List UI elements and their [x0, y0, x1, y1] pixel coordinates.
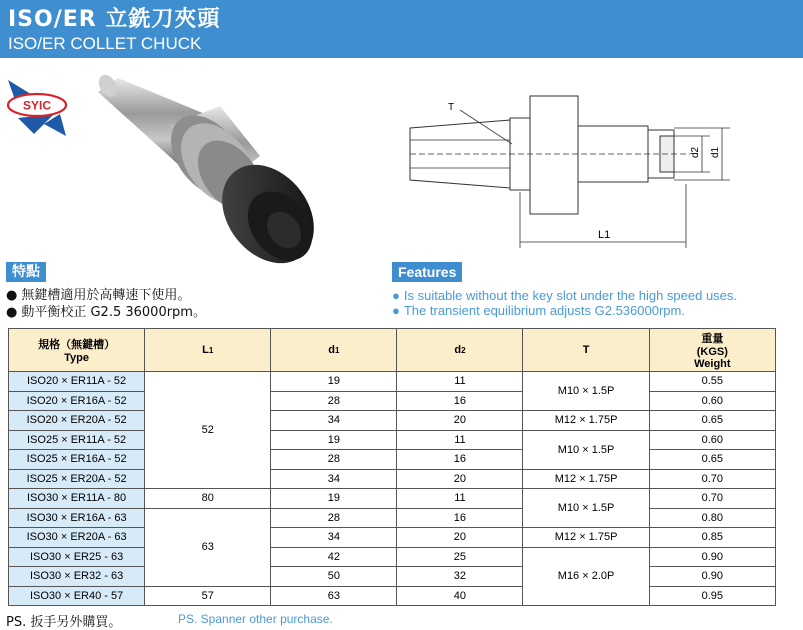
- header-d1: d1: [271, 329, 397, 372]
- table-header-row: [9, 329, 776, 372]
- table-row: ISO30 × ER11A - 80 80 19 11 M10 × 1.5P 0.70: [9, 489, 776, 509]
- spec-table: [8, 328, 776, 606]
- table-row: ISO20 × ER11A - 52 52 19 11 M10 × 1.5P 0.55: [9, 372, 776, 392]
- features-zh-tag: 特點: [6, 262, 46, 282]
- feature-zh-item: ● 動平衡校正 G2.5 36000rpm。: [6, 305, 206, 320]
- footer-note-en: PS. Spanner other purchase.: [178, 612, 333, 626]
- table-row: ISO25 × ER20A - 52 34 20 M12 × 1.75P 0.70: [9, 469, 776, 489]
- header-type: 規格（無鍵槽） Type: [9, 329, 145, 372]
- logo-text: SYIC: [22, 98, 52, 113]
- table-row: ISO20 × ER16A - 52 28 16 0.60: [9, 391, 776, 411]
- table-row: ISO30 × ER32 - 63 50 32 0.90: [9, 567, 776, 587]
- table-row: ISO30 × ER40 - 57 57 63 40 0.95: [9, 586, 776, 606]
- table-row: ISO25 × ER11A - 52 19 11 M10 × 1.5P 0.60: [9, 430, 776, 450]
- company-logo: [4, 74, 70, 140]
- page-title: ISO/ER 立銑刀夾頭: [8, 7, 221, 32]
- header-t: T: [523, 329, 649, 372]
- table-row: ISO30 × ER25 - 63 42 25 M16 × 2.0P 0.90: [9, 547, 776, 567]
- feature-zh-item: ● 無鍵槽適用於高轉速下使用。: [6, 288, 191, 303]
- technical-drawing: [400, 88, 740, 258]
- table-row: ISO30 × ER16A - 63 63 28 16 0.80: [9, 508, 776, 528]
- table-row: ISO20 × ER20A - 52 34 20 M12 × 1.75P 0.65: [9, 411, 776, 431]
- footer-note-zh: PS. 扳手另外購買。: [6, 615, 122, 630]
- header-l1: L1: [145, 329, 271, 372]
- header-d2: d2: [397, 329, 523, 372]
- label-t: T: [448, 102, 455, 113]
- header-weight: 重量 (KGS) Weight: [649, 329, 775, 372]
- page-subtitle: ISO/ER COLLET CHUCK: [8, 34, 202, 53]
- page-header: [0, 0, 803, 58]
- product-photo: [90, 66, 340, 276]
- label-d2: d2: [690, 146, 701, 158]
- feature-en-item: ● Is suitable without the key slot under the high speed uses.: [392, 288, 738, 303]
- label-l1: L1: [598, 229, 611, 241]
- table-row: ISO25 × ER16A - 52 28 16 0.65: [9, 450, 776, 470]
- feature-en-item: ● The transient equilibrium adjusts G2.536000rpm.: [392, 303, 685, 318]
- label-d1: d1: [710, 146, 721, 158]
- features-en-tag: Features: [392, 262, 462, 282]
- table-row: ISO30 × ER20A - 63 34 20 M12 × 1.75P 0.85: [9, 528, 776, 548]
